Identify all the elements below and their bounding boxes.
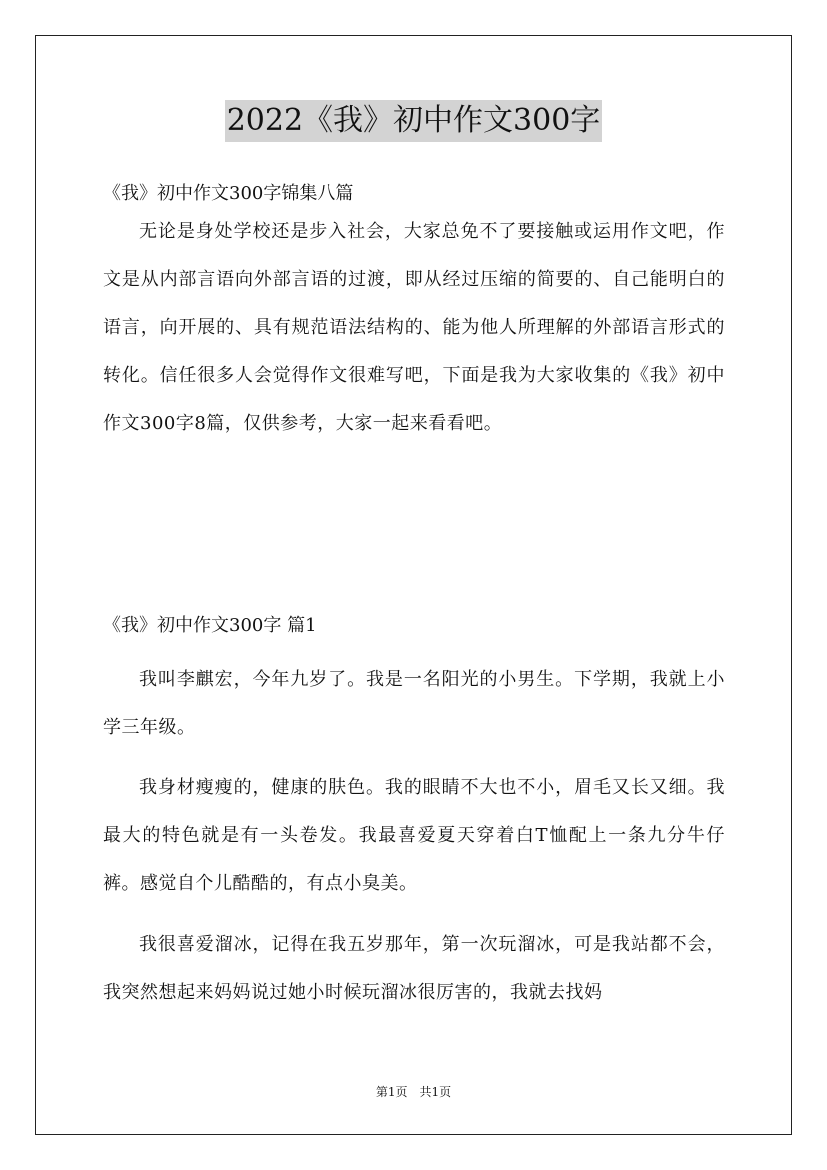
body-paragraph-3: 我很喜爱溜冰，记得在我五岁那年，第一次玩溜冰，可是我站都不会，我突然想起来妈妈说过她小时候玩溜冰很厉害的，我就去找妈 xyxy=(103,934,725,1003)
document-title: 2022《我》初中作文300字 xyxy=(225,100,603,142)
section-heading: 《我》初中作文300字 篇1 xyxy=(103,615,317,636)
page-footer xyxy=(0,1084,827,1100)
document-subtitle: 《我》初中作文300字锦集八篇 xyxy=(103,183,354,204)
page-total: 共1页 xyxy=(419,1085,452,1099)
title-container xyxy=(0,100,827,142)
body-paragraph-2: 我身材瘦瘦的，健康的肤色。我的眼睛不大也不小，眉毛又长又细。我最大的特色就是有一头卷发。我最喜爱夏天穿着白T恤配上一条九分牛仔裤。感觉自个儿酷酷的，有点小臭美。 xyxy=(103,777,725,894)
intro-paragraph: 无论是身处学校还是步入社会，大家总免不了要接触或运用作文吧，作文是从内部言语向外部言语的过渡，即从经过压缩的简要的、自己能明白的语言，向开展的、具有规范语法结构的、能为他人所理解的外部语言形式的转化。信任很多人会觉得作文很难写吧，下面是我为大家收集的《我》初中作文300字8篇，仅供参考，大家一起来看看吧。 xyxy=(103,221,725,434)
body-paragraph-1: 我叫李麒宏，今年九岁了。我是一名阳光的小男生。下学期，我就上小学三年级。 xyxy=(103,669,725,738)
page-number: 第1页 xyxy=(375,1085,408,1099)
